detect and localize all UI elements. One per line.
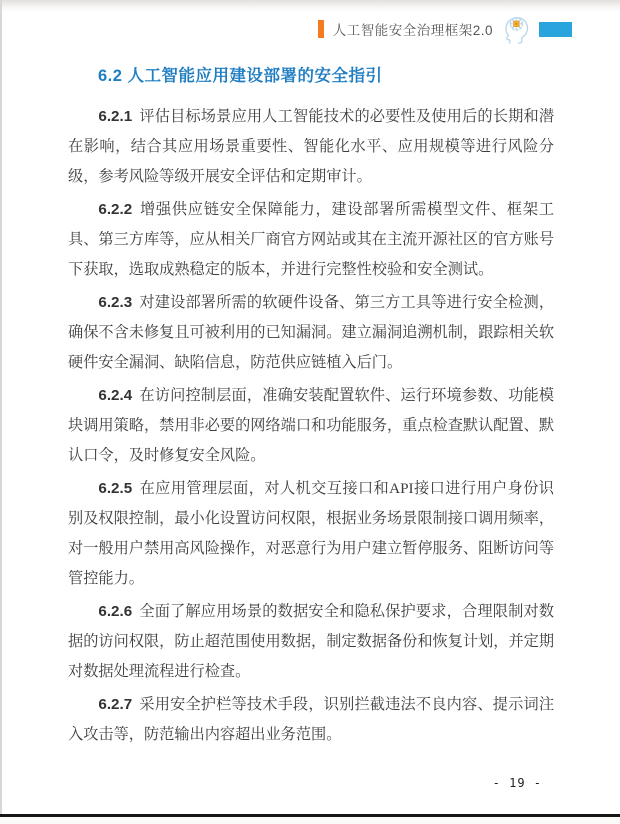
paragraph-6-2-3 — [68, 288, 554, 378]
paragraph-number: 6.2.3 — [98, 294, 133, 311]
header-blue-block — [539, 22, 572, 37]
paragraph-number: 6.2.4 — [98, 387, 133, 404]
section-title: 6.2 人工智能应用建设部署的安全指引 — [98, 67, 383, 85]
paragraph-text: 评估目标场景应用人工智能技术的必要性及使用后的长期和潜在影响，结合其应用场景重要性、智能化水平、应用规模等进行风险分级，参考风险等级开展安全评估和定期审计。 — [68, 108, 554, 185]
paragraph-text: 在访问控制层面，准确安装配置软件、运行环境参数、功能模块调用策略，禁用非必要的网络端口和功能服务，重点检查默认配置、默认口令，及时修复安全风险。 — [68, 387, 554, 464]
paragraph-text: 增强供应链安全保障能力，建设部署所需模型文件、框架工具、第三方库等，应从相关厂商官方网站或其在主流开源社区的官方账号下获取，选取成熟稳定的版本，并进行完整性校验和安全测试。 — [68, 201, 554, 278]
paragraph-text: 在应用管理层面，对人机交互接口和API接口进行用户身份识别及权限控制，最小化设置访问权限，根据业务场景限制接口调用频率，对一般用户禁用高风险操作，对恶意行为用户建立暂停服务、阻断访问等管控能力。 — [68, 480, 554, 587]
page-header — [318, 14, 572, 44]
head-with-ai-brain-icon — [497, 11, 531, 47]
paragraph-6-2-1 — [68, 102, 554, 192]
page-left-edge — [0, 0, 2, 814]
paragraph-6-2-6 — [68, 597, 554, 687]
page-number: - 19 - — [492, 776, 542, 790]
paragraph-number: 6.2.1 — [98, 108, 133, 125]
header-title: 人工智能安全治理框架2.0 — [332, 23, 493, 38]
paragraph-number: 6.2.6 — [98, 603, 133, 620]
paragraph-6-2-2 — [68, 195, 554, 285]
paragraph-6-2-7 — [68, 690, 554, 750]
paragraph-number: 6.2.5 — [98, 480, 133, 497]
paragraph-number: 6.2.2 — [98, 201, 133, 218]
paragraph-text: 采用安全护栏等技术手段，识别拦截违法不良内容、提示词注入攻击等，防范输出内容超出业务范围。 — [68, 696, 554, 743]
paragraph-text: 对建设部署所需的软硬件设备、第三方工具等进行安全检测，确保不含未修复且可被利用的已知漏洞。建立漏洞追溯机制，跟踪相关软硬件安全漏洞、缺陷信息，防范供应链植入后门。 — [68, 294, 554, 371]
paragraph-6-2-4 — [68, 381, 554, 471]
section-content — [68, 62, 554, 753]
paragraph-text: 全面了解应用场景的数据安全和隐私保护要求，合理限制对数据的访问权限，防止超范围使用数据，制定数据备份和恢复计划，并定期对数据处理流程进行检查。 — [68, 603, 554, 680]
header-accent-bar — [318, 20, 324, 38]
paragraph-number: 6.2.7 — [98, 696, 133, 713]
below-page-area — [0, 817, 620, 824]
paragraph-6-2-5 — [68, 474, 554, 594]
